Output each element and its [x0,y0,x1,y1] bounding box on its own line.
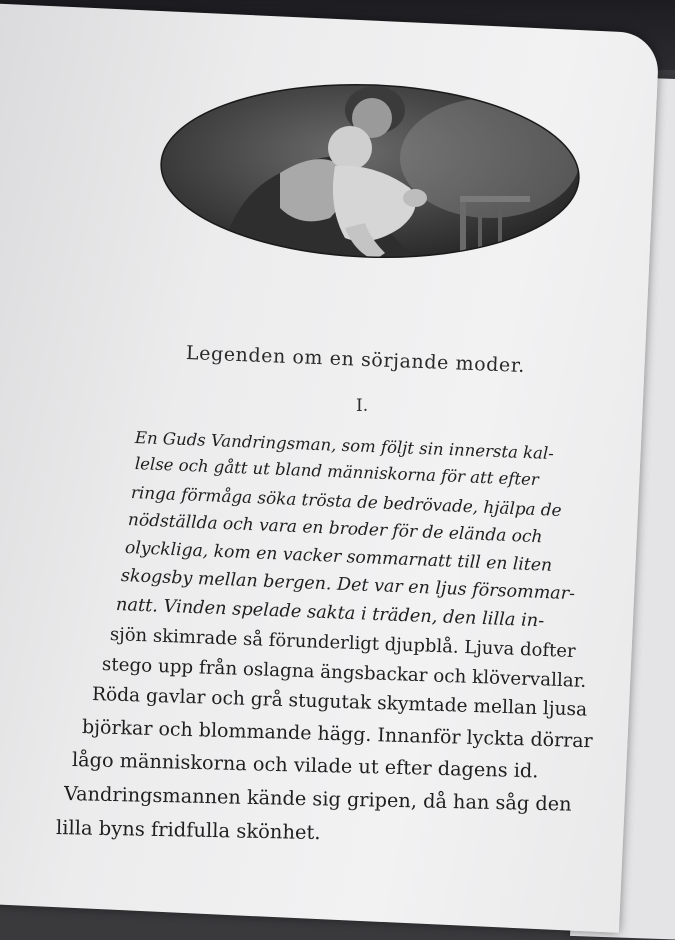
paragraph-line: natt. Vinden spelade sakta i träden, den lilla in- [115,594,545,632]
paragraph-line: björkar och blommande hägg. Innanför lyckta dörrar [81,716,593,753]
paragraph-line: olyckliga, kom en vacker sommarnatt till en liten [124,538,553,576]
paragraph-line: stego upp från oslagna ängsbackar och klövervallar. [101,654,587,692]
chapter-title: Legenden om en sörjande moder. [185,342,526,378]
paragraph-line: lilla byns fridfulla skönhet. [55,816,321,845]
paragraph-line: Vandringsmannen kände sig gripen, då han såg den [63,782,572,816]
paragraph-line: nödställda och vara en broder för de elända och [127,510,543,548]
paragraph-line: lågo människorna och vilade ut efter dagens id. [71,748,539,783]
paragraph-line: ringa förmåga söka trösta de bedrövade, hjälpa de [130,482,562,521]
paragraph-line: sjön skimrade så förunderligt djupblå. Ljuva dofter [109,624,576,663]
paragraph-line: Röda gavlar och grå stugutak skymtade mellan ljusa [91,684,588,721]
paragraph-line: lelse och gått ut bland människorna för att efter [134,454,540,490]
paragraph-line: En Guds Vandringsman, som följt sin innersta kal- [134,428,555,464]
section-number: I. [356,396,369,416]
paragraph-line: skogsby mellan bergen. Det var en ljus försommar- [120,566,576,605]
